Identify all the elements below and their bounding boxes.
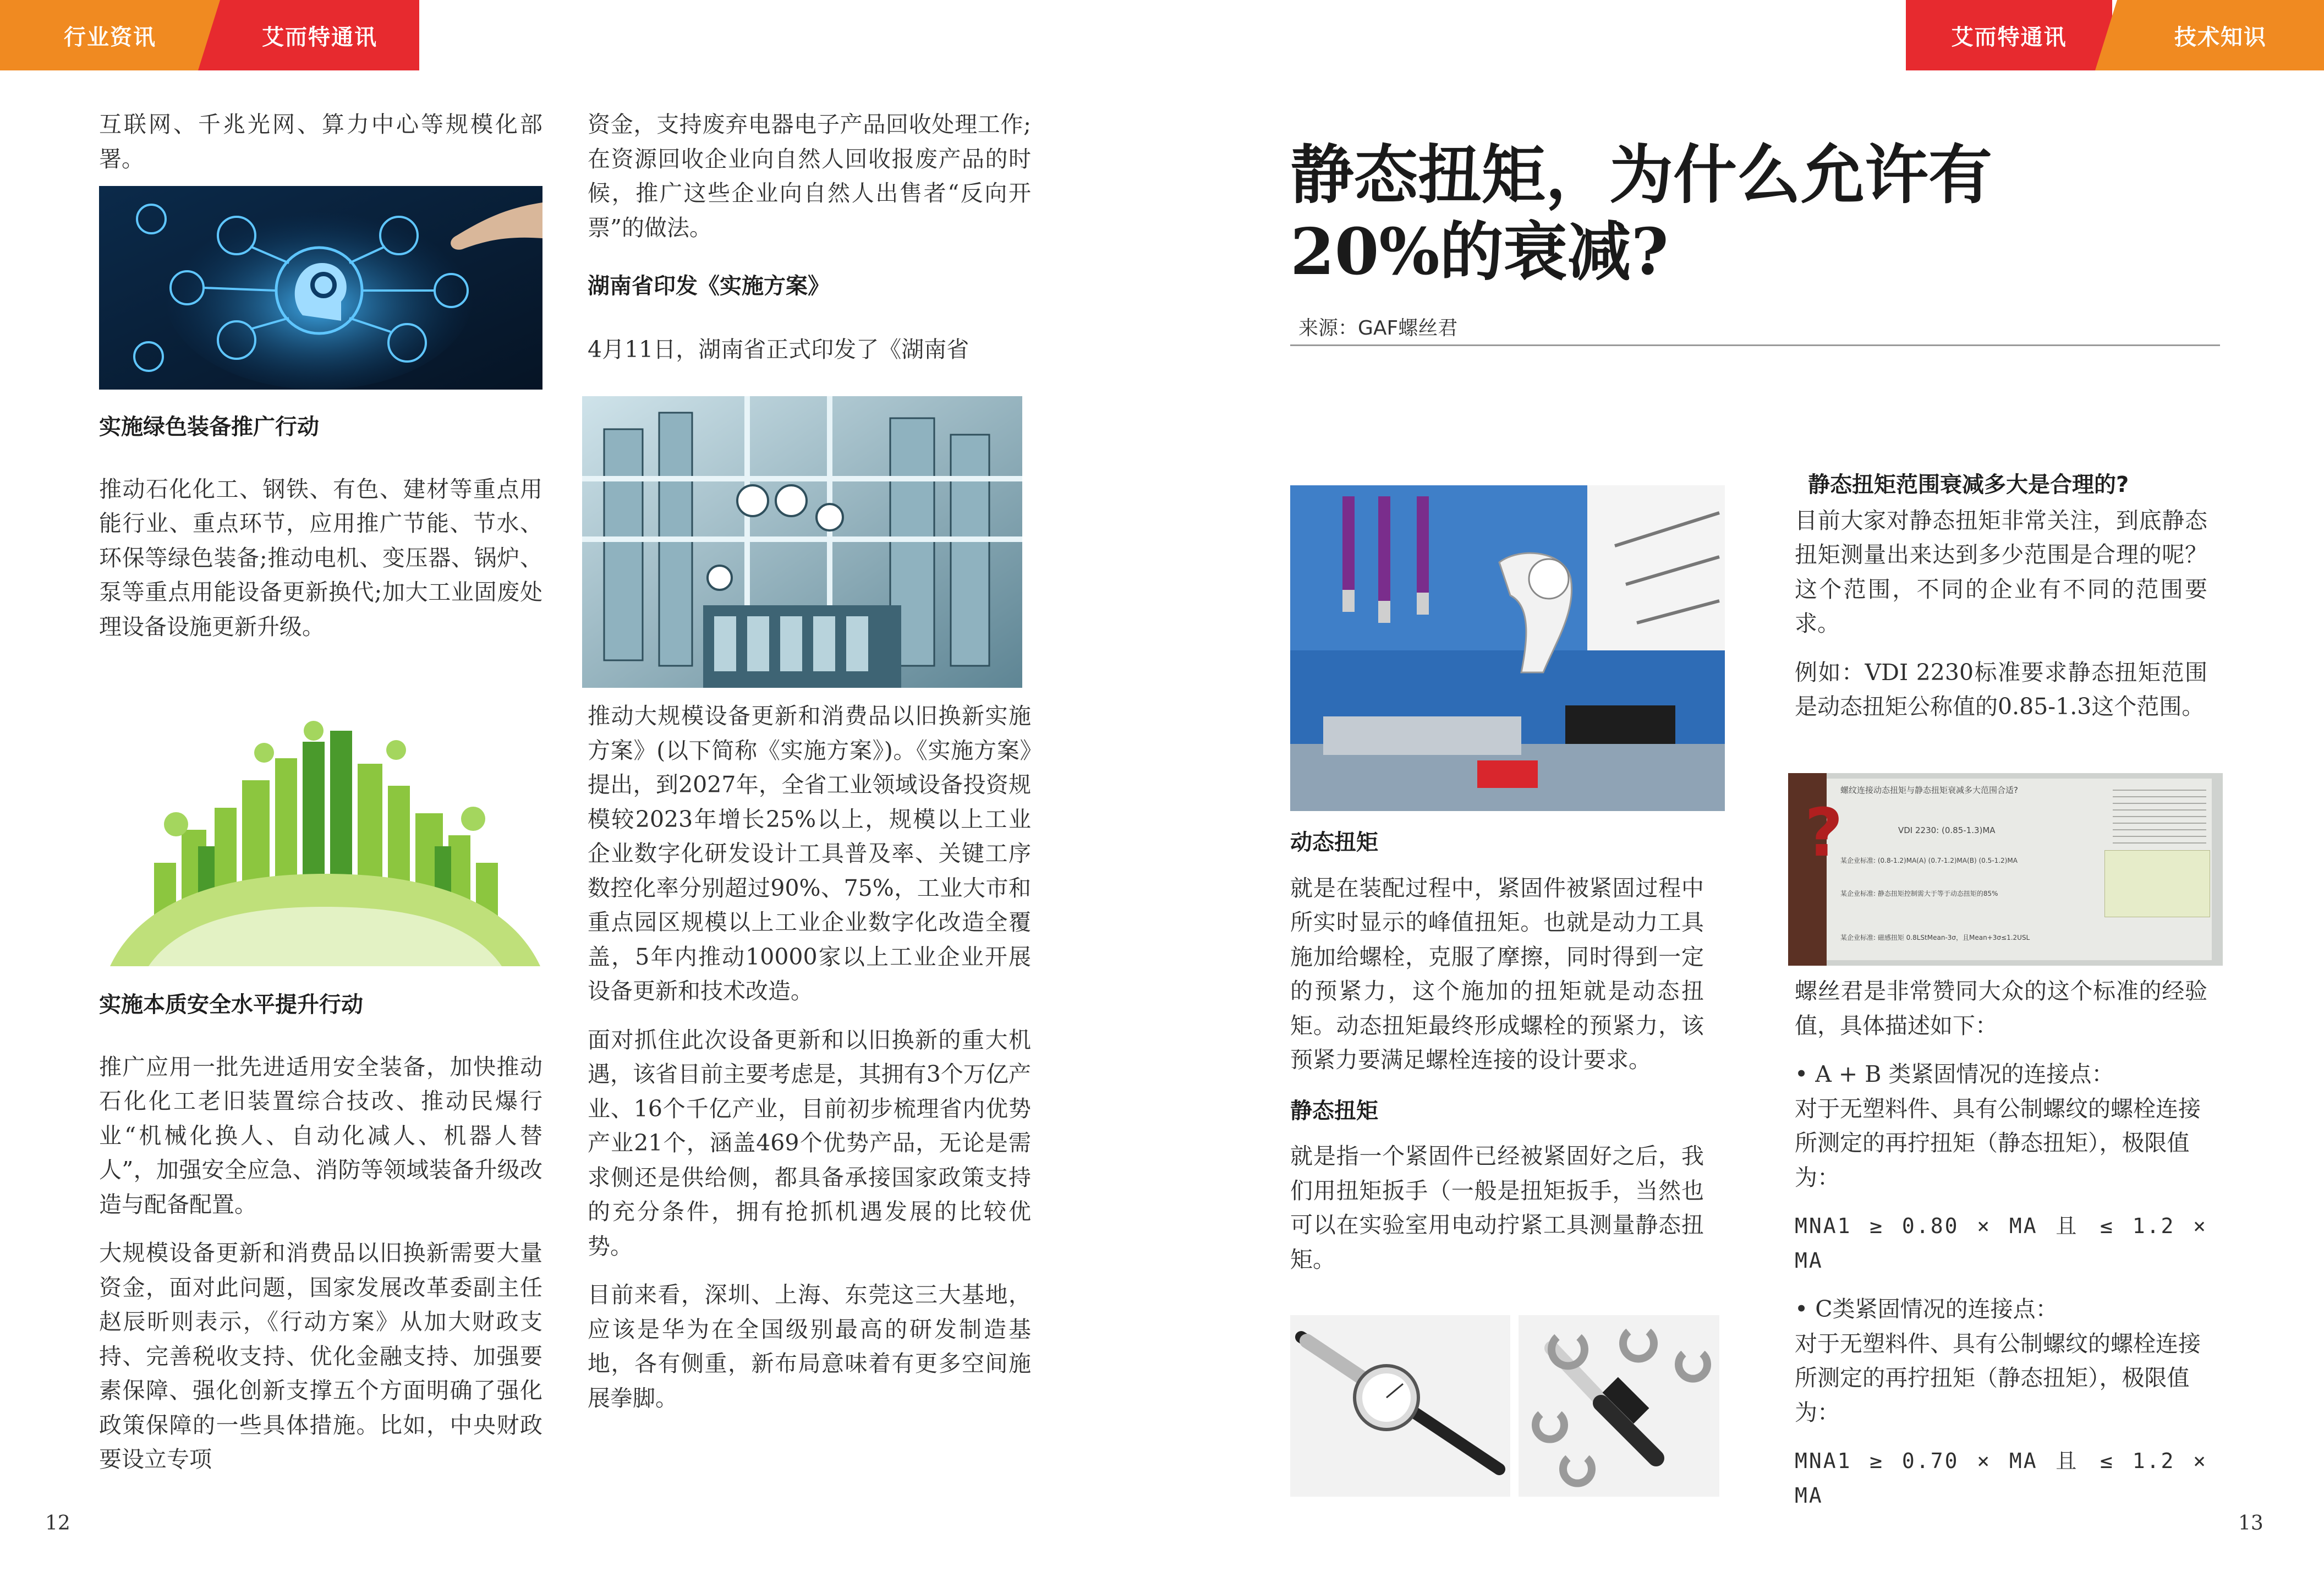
section-heading: 实施绿色装备推广行动 [99, 414, 319, 440]
slide-line: 某企业标准: 静态扭矩控制需大于等于动态扭矩的85% [1840, 890, 1998, 897]
bullet-item: • A + B 类紧固情况的连接点： [1795, 1061, 2114, 1087]
slide-line: VDI 2230: (0.85-1.3)MA [1898, 825, 1996, 835]
title-divider [1290, 344, 2220, 346]
section-heading: 实施本质安全水平提升行动 [99, 992, 363, 1017]
standards-slide-photo: ? 螺纹连接动态扭矩与静态扭矩衰减多大范围合适? VDI 2230: (0.85-1.3)MA 某企业标准: (0.8-1.2)MA(A) (0.7-1.2)MA(B) (0.5-1.2)MA 某企业标准: 静态扭矩控制需大于等于动态扭矩的85% 某企业标准: 磁感扭矩 0.8LStMean-3σ，且Mean+3σ≤1.2USL [1788, 773, 2223, 966]
paragraph: 目前来看，深圳、上海、东莞这三大基地，应该是华为在全国级别最高的研发制造基地，各有侧重，新布局意味着有更多空间施展拳脚。 [588, 1282, 1031, 1411]
article-source: 来源：GAF螺丝君 [1298, 317, 1458, 340]
formula: MNA1 ≥ 0.80 × MA 且 ≤ 1.2 × MA [1795, 1214, 2207, 1273]
column-1-intro [99, 107, 542, 190]
section-tab-tech-knowledge[interactable] [2117, 0, 2324, 70]
slide-line: 某企业标准: 磁感扭矩 0.8LStMean-3σ，且Mean+3σ≤1.2USL [1840, 934, 2030, 941]
paragraph: 资金，支持废弃电器电子产品回收处理工作;在资源回收企业向自然人回收报废产品的时候，推广这些企业向自然人出售者“反向开票”的做法。 [588, 111, 1031, 241]
section-heading: 静态扭矩范围衰减多大是合理的? [1808, 472, 2129, 497]
column-2-bottom [588, 699, 1031, 1430]
digital-torque-wrench-image [1519, 1315, 1719, 1497]
formula: MNA1 ≥ 0.70 × MA 且 ≤ 1.2 × MA [1795, 1449, 2207, 1508]
column-1-section-safety [99, 988, 542, 1491]
paragraph: 互联网、千兆光网、算力中心等规模化部署。 [99, 111, 542, 172]
paragraph: 就是指一个紧固件已经被紧固好之后，我们用扭矩扳手（一般是扭矩扳手，当然也可以在实验室用电动拧紧工具测量静态扭矩。 [1290, 1143, 1704, 1273]
page-number-right: 13 [2238, 1512, 2263, 1535]
section-tab-label: 艾而特通讯 [1951, 24, 2067, 50]
paragraph: 螺丝君是非常赞同大众的这个标准的经验值，具体描述如下： [1795, 978, 2207, 1039]
column-4-top [1795, 468, 2207, 738]
section-tab-label: 艾而特通讯 [262, 24, 377, 50]
section-heading: 静态扭矩 [1290, 1098, 1378, 1124]
section-tab-newsletter-right[interactable] [1906, 0, 2112, 70]
paragraph: 4月11日，湖南省正式印发了《湖南省 [588, 336, 969, 363]
paragraph: 例如：VDI 2230标准要求静态扭矩范围是动态扭矩公称值的0.85-1.3这个范围。 [1795, 659, 2207, 720]
slide-question: 螺纹连接动态扭矩与静态扭矩衰减多大范围合适? [1840, 785, 2018, 795]
green-city-image [99, 698, 551, 966]
section-heading: 动态扭矩 [1290, 830, 1378, 855]
column-1-section-green [99, 410, 542, 658]
section-tab-label: 行业资讯 [64, 24, 156, 50]
article-title: 静态扭矩，为什么允许有20%的衰减? [1290, 138, 1992, 289]
paragraph: 推广应用一批先进适用安全装备，加快推动石化化工老旧装置综合技改、推动民爆行业“机械化换人、自动化减人、机器人替人”，加强安全应急、消防等领域装备升级改造与配备配置。 [99, 1053, 542, 1218]
dial-torque-wrench-image [1290, 1315, 1510, 1497]
slide-line: 某企业标准: (0.8-1.2)MA(A) (0.7-1.2)MA(B) (0.5-1.2)MA [1840, 857, 2018, 864]
paragraph: 对于无塑料件、具有公制螺纹的螺栓连接所测定的再拧扭矩（静态扭矩），极限值为： [1795, 1330, 2201, 1426]
paragraph: 面对抓住此次设备更新和以旧换新的重大机遇，该省目前主要考虑是，其拥有3个万亿产业、16个千亿产业，目前初步梳理省内优势产业21个，涵盖469个优势产品，无论是需求侧还是供给侧，都具备承接国家政策支持的充分条件，拥有抢抓机遇发展的比较优势。 [588, 1026, 1031, 1260]
factory-equipment-image [582, 396, 1022, 688]
column-3 [1290, 825, 1704, 1291]
paragraph: 目前大家对静态扭矩非常关注，到底静态扭矩测量出来达到多少范围是合理的呢？这个范围，不同的企业有不同的范围要求。 [1795, 507, 2207, 637]
paragraph: 对于无塑料件、具有公制螺纹的螺栓连接所测定的再拧扭矩（静态扭矩），极限值为： [1795, 1095, 2201, 1191]
robot-assembly-image [1290, 485, 1725, 811]
paragraph: 就是在装配过程中，紧固件被紧固过程中所实时显示的峰值扭矩。也就是动力工具施加给螺栓，克服了摩擦，同时得到一定的预紧力，这个施加的扭矩就是动态扭矩。动态扭矩最终形成螺栓的预紧力，该预紧力要满足螺栓连接的设计要求。 [1290, 874, 1704, 1073]
paragraph: 推动大规模设备更新和消费品以旧换新实施方案》(以下简称《实施方案》)。《实施方案》提出，到2027年，全省工业领域设备投资规模较2023年增长25%以上，规模以上工业企业数字化研发设计工具普及率、关键工序数控化率分别超过90%、75%，工业大市和重点园区规模以上工业企业数字化改造全覆盖，5年内推动10000家以上工业企业开展设备更新和技术改造。 [588, 703, 1031, 1004]
column-4-bottom [1795, 974, 2207, 1527]
bullet-item: • C类紧固情况的连接点： [1795, 1296, 2058, 1322]
page-number-left: 12 [45, 1512, 70, 1535]
paragraph: 大规模设备更新和消费品以旧换新需要大量资金，面对此问题，国家发展改革委副主任赵辰昕则表示，《行动方案》从加大财政支持、完善税收支持、优化金融支持、加强要素保障、强化创新支撑五个方面明确了强化政策保障的一些具体措施。比如，中央财政要设立专项 [99, 1240, 542, 1472]
column-2-top [588, 107, 1031, 381]
section-heading: 湖南省印发《实施方案》 [588, 273, 830, 299]
paragraph: 推动石化化工、钢铁、有色、建材等重点用能行业、重点环节，应用推广节能、节水、环保等绿色装备;推动电机、变压器、锅炉、泵等重点用能设备更新换代;加大工业固废处理设备设施更新升级。 [99, 475, 542, 640]
section-tab-industry-news[interactable] [0, 0, 220, 70]
digital-tech-image [99, 186, 542, 390]
section-tab-newsletter[interactable] [220, 0, 419, 70]
section-tab-label: 技术知识 [2174, 24, 2267, 50]
